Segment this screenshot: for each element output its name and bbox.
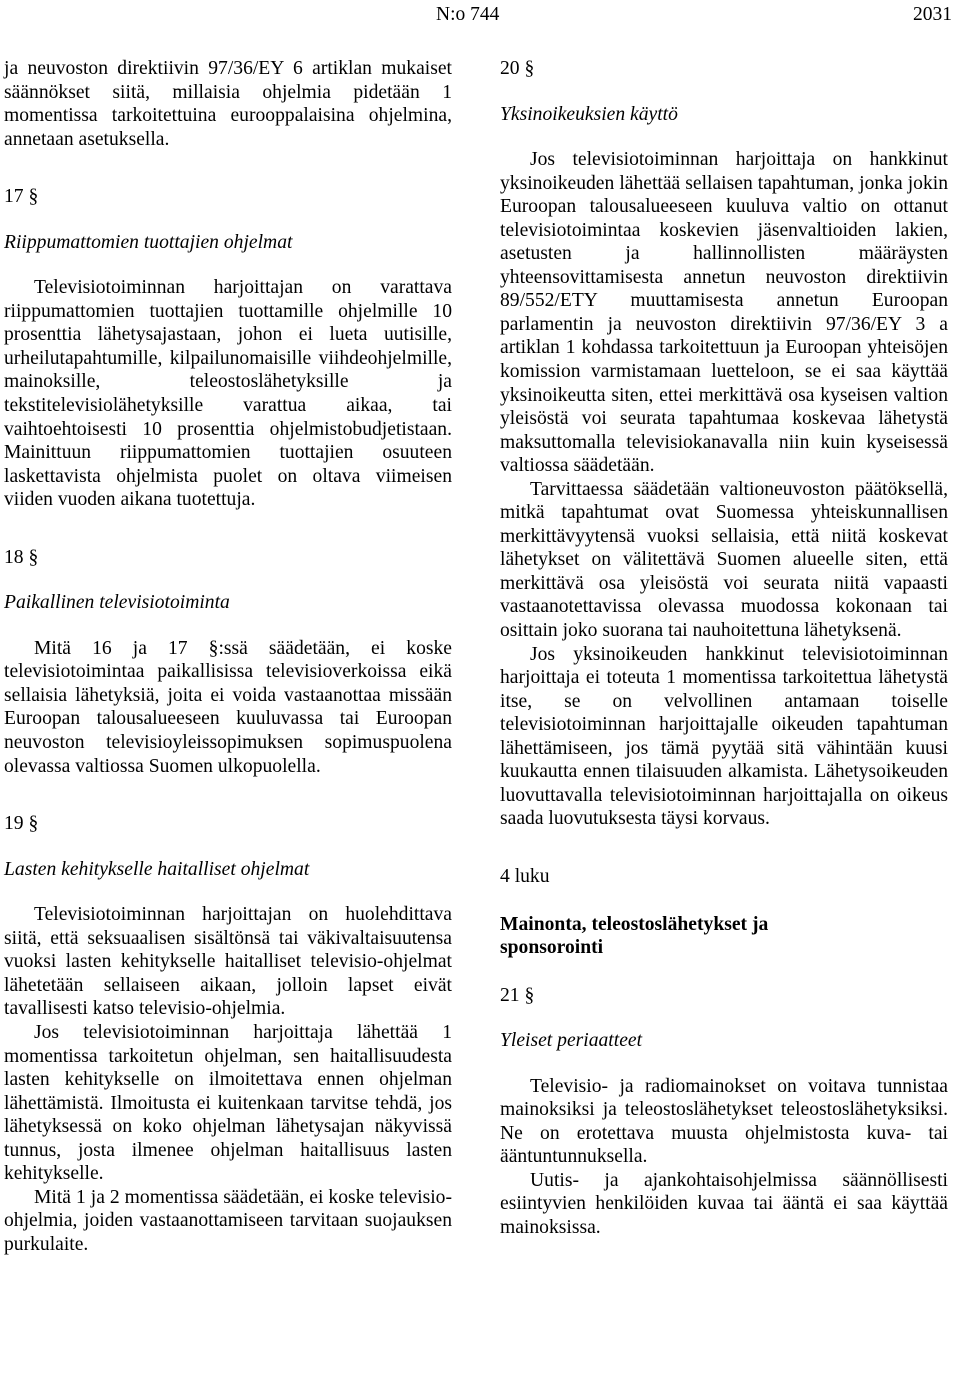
chapter-4-title-line-2: sponsorointi	[500, 937, 604, 959]
section-19-title: Lasten kehitykselle haitalliset ohjelmat	[4, 858, 310, 880]
section-21-number: 21 §	[500, 984, 535, 1006]
section-18-paragraph-1: Mitä 16 ja 17 §:ssä säädetään, ei koske televisiotoimintaa paikallisissa televisioverkoissa eikä sellaisia lähetyksiä, joita ei voida vastaanottaa missään Euroopan talousalueeseen kuuluvassa tai Euroopan neuvoston televisioyleissopimuksen sopimuspuolena olevassa valtiossa Suomen ulkopuolella.	[4, 637, 452, 777]
left-column	[4, 57, 452, 1256]
page-number: 2031	[913, 4, 952, 25]
section-17-number: 17 §	[4, 186, 39, 208]
section-21-paragraph-1: Televisio- ja radiomainokset on voitava tunnistaa mainoksiksi ja teleostoslähetykset teleostoslähetyksiksi. Ne on erotettava muusta ohjelmistosta kuva- tai ääntuntunnuksella.	[500, 1075, 948, 1168]
section-20-paragraph-2: Tarvittaessa säädetään valtioneuvoston päätöksellä, mitkä tapahtumat ovat Suomessa yhteiskunnallisen merkittävyytensä vuoksi sellaisia, että niitä koskevat lähetykset on välitettävä Suomen alueelle siten, että merkittävä osa yleisöstä voi seurata niitä vapaasti vastaanotettavissa olevassa muodossa kokonaan tai osittain joko suorana tai nauhoitettuna lähetyksenä.	[500, 478, 948, 642]
section-18-title: Paikallinen televisiotoiminta	[4, 592, 230, 614]
section-20-title: Yksinoikeuksien käyttö	[500, 103, 678, 125]
section-20-paragraph-1: Jos televisiotoiminnan harjoittaja on hankkinut yksinoikeuden lähettää sellaisen tapahtuman, jonka jokin Euroopan talousalueeseen kuuluva valtio on ottanut televisiotoimintaa koskevien jäsenvaltioiden lakien, asetusten ja hallinnollisten määräysten yhteensovittamisesta annetun neuvoston direktiivin 89/552/ETY muuttamisesta annetun Euroopan parlamentin ja neuvoston direktiivin 97/36/EY 3 a artiklan 1 kohdassa tarkoitettuun ja Euroopan yhteisöjen komission varmistamaan luetteloon, se ei saa käyttää yksinoikeutta siten, ettei merkittävä osa kyseisen valtion yleisöstä voi seurata tapahtumaa koskevaa lähetystä maksuttomalla televisiokanavalla niin kuin kyseisessä valtiossa säädetään.	[500, 149, 948, 477]
section-17-title: Riippumattomien tuottajien ohjelmat	[4, 231, 293, 253]
section-20-number: 20 §	[500, 58, 535, 79]
section-19-number: 19 §	[4, 813, 39, 835]
section-21-paragraph-2: Uutis- ja ajankohtaisohjelmissa säännöllisesti esiintyvien henkilöiden kuvaa tai ääntä ei saa käyttää mainoksissa.	[500, 1169, 948, 1238]
continuation-paragraph: ja neuvoston direktiivin 97/36/EY 6 artiklan mukaiset säännökset siitä, millaisia ohjelmia pidetään 1 momentissa tarkoitettuina eurooppalaisina ohjelmina, annetaan asetuksella.	[4, 58, 452, 150]
section-18-number: 18 §	[4, 546, 39, 568]
section-19-paragraph-3: Mitä 1 ja 2 momentissa säädetään, ei koske televisio-ohjelmia, joiden vastaanottamiseen tarvitaan suojauksen purkulaite.	[4, 1186, 452, 1255]
section-19-paragraph-1: Televisiotoiminnan harjoittajan on huolehdittava siitä, että seksuaalisen sisältönsä tai väkivaltaisuutensa vuoksi lasten kehitykselle haitalliset televisio-ohjelmat lähetetään sellaiseen aikaan, jolloin lapset eivät tavallisesti katso televisio-ohjelmia.	[4, 904, 452, 1020]
right-column	[500, 57, 948, 1240]
page-header	[0, 2, 960, 30]
section-17-paragraph-1: Televisiotoiminnan harjoittajan on varattava riippumattomien tuottajien tuottamille ohjelmille 10 prosenttia lähetysajastaan, johon ei lueta uutisille, urheilutapahtumille, kilpailunomaisille viihdeohjelmille, mainoksille, teleostoslähetyksille ja tekstitelevisiolähetyksille varattua aikaa, tai vaihtoehtoisesti 10 prosenttia ohjelmistobudjetistaan. Mainittuun riippumattomien tuottajien osuuteen laskettavista ohjelmista puolet on oltava viimeisen viiden vuoden aikana tuotettuja.	[4, 277, 452, 511]
section-19-paragraph-2: Jos televisiotoiminnan harjoittaja lähettää 1 momentissa tarkoitetun ohjelman, sen haitallisuudesta lasten kehitykselle on ilmoitettava ennen ohjelman lähettämistä. Ilmoitusta ei kuitenkaan tarvitse tehdä, jos lähetyksessä on koko ohjelman lähetysajan näkyvissä tunnus, josta ilmenee ohjelman haitallisuus lasten kehitykselle.	[4, 1021, 452, 1185]
section-21-title: Yleiset periaatteet	[500, 1030, 643, 1052]
section-20-paragraph-3: Jos yksinoikeuden hankkinut televisiotoiminnan harjoittaja ei toteuta 1 momentissa tarkoitettua lähetystä itse, se on velvollinen antamaan toiselle televisiotoiminnan harjoittajalle oikeuden tapahtuman lähettämiseen, jos tämä pyytää sitä vähintään kuusi kuukautta ennen tilaisuuden alkamista. Lähetysoikeuden luovuttavalla televisiotoiminnan harjoittajalla on oikeus saada luovutuksesta täysi korvaus.	[500, 643, 948, 830]
issue-number: N:o 744	[436, 4, 500, 25]
chapter-4-number: 4 luku	[500, 865, 550, 887]
chapter-4-title-line-1: Mainonta, teleostoslähetykset ja	[500, 913, 769, 935]
